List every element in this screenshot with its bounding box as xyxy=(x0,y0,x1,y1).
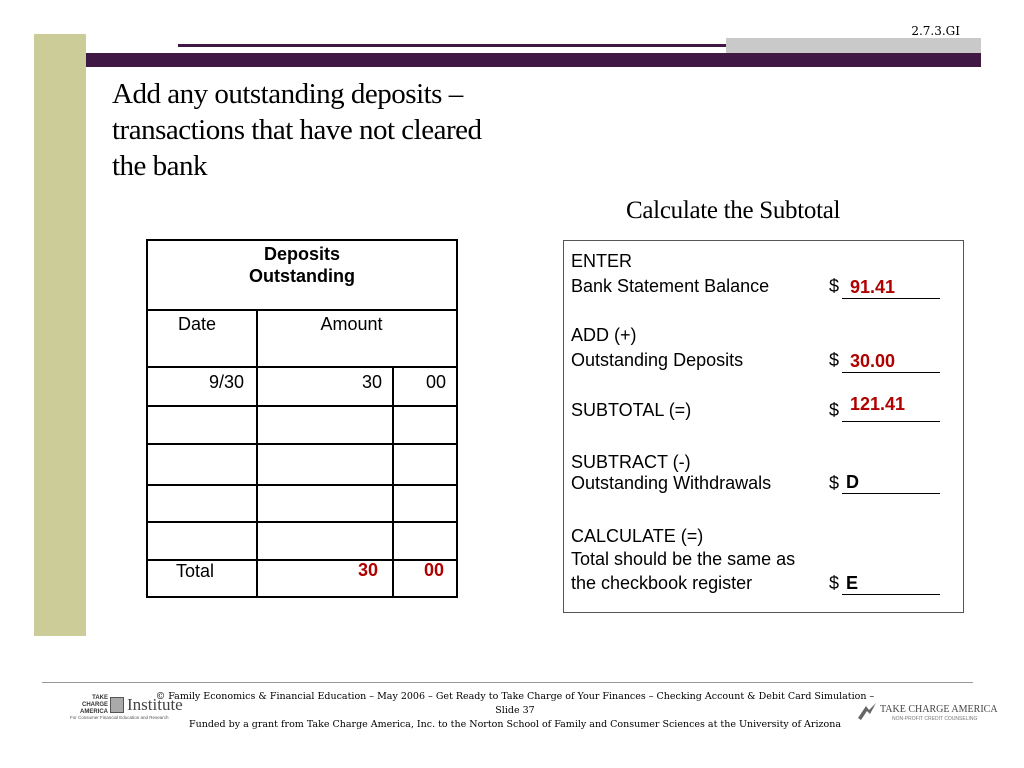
deposits-outstanding-table xyxy=(146,239,458,598)
row1-cents: 00 xyxy=(425,372,446,392)
grid-row-line xyxy=(148,484,456,486)
row1-dollars: 30 xyxy=(361,372,382,392)
total-field[interactable] xyxy=(842,572,940,595)
grid-row-line xyxy=(148,443,456,445)
subtotal-dollar: $ xyxy=(829,400,840,420)
total-label: Total xyxy=(176,561,215,581)
total-cents: 00 xyxy=(423,560,444,580)
bank-balance-field[interactable] xyxy=(842,276,940,299)
add-label: ADD (+) xyxy=(571,325,637,345)
subtotal-label: SUBTOTAL (=) xyxy=(571,400,692,420)
footer-line2: Funded by a grant from Take Charge America, Inc. to the Norton School of Family and Consumer Sciences at the University of Arizona xyxy=(188,719,841,730)
subtotal-value: 121.41 xyxy=(850,394,906,414)
top-gray-band xyxy=(726,38,981,53)
top-purple-band xyxy=(86,53,981,67)
tca-mark-icon xyxy=(856,700,878,722)
deposits-header-line2: Outstanding xyxy=(249,266,355,286)
row1-date: 9/30 xyxy=(208,372,244,392)
subtract-label: SUBTRACT (-) xyxy=(571,452,691,472)
logo-box-icon xyxy=(110,697,124,713)
left-accent-bar xyxy=(34,34,86,636)
total-dollars: 30 xyxy=(357,560,378,580)
logo-left-line1: TAKE xyxy=(92,695,108,701)
deposits-header-line1: Deposits xyxy=(263,244,341,264)
total-line2: the checkbook register xyxy=(571,573,753,593)
footer-divider xyxy=(42,682,973,683)
footer-credits xyxy=(150,690,880,732)
logo-left-institute: Institute xyxy=(127,695,183,714)
total-dollar: $ xyxy=(829,573,840,593)
bank-balance-dollar: $ xyxy=(829,276,840,296)
title-line2: transactions that have not cleared xyxy=(112,114,482,146)
amount-column-header: Amount xyxy=(257,311,456,368)
grid-vline-date xyxy=(256,311,258,598)
outstanding-withdrawals-dollar: $ xyxy=(829,473,840,493)
reconciliation-worksheet xyxy=(563,240,964,613)
logo-left-sub: For Consumer Financial Education and Research xyxy=(70,715,169,720)
slide-title xyxy=(112,76,632,184)
logo-right-tag: NON-PROFIT CREDIT COUNSELING xyxy=(892,716,978,722)
calculate-label: CALCULATE (=) xyxy=(571,526,704,546)
total-line1: Total should be the same as xyxy=(571,549,796,569)
title-part2: outstanding deposits – xyxy=(207,78,463,110)
title-line3: the bank xyxy=(112,150,208,182)
logo-left-line3: AMERICA xyxy=(80,709,108,715)
deposits-table-header xyxy=(148,241,456,311)
date-column-header: Date xyxy=(148,311,257,368)
outstanding-withdrawals-label: Outstanding Withdrawals xyxy=(571,473,772,493)
title-part1: Add any xyxy=(112,78,208,110)
outstanding-deposits-label: Outstanding Deposits xyxy=(571,350,744,370)
outstanding-deposits-field[interactable] xyxy=(842,350,940,373)
footer-line1: © Family Economics & Financial Education – May 2006 – Get Ready to Take Charge of Your Finances – Checking Account & Debit Card Simulation – Slide 37 xyxy=(155,691,875,716)
total-value: E xyxy=(846,573,859,593)
slide-number: 2.7.3.GI xyxy=(911,24,960,38)
top-thin-line xyxy=(178,44,726,47)
enter-label: ENTER xyxy=(571,251,633,271)
subtotal-heading: Calculate the Subtotal xyxy=(626,197,841,224)
logo-left-line2: CHARGE xyxy=(81,702,108,708)
subtotal-field[interactable] xyxy=(842,394,940,422)
grid-row-line xyxy=(148,521,456,523)
bank-balance-label: Bank Statement Balance xyxy=(571,276,770,296)
outstanding-withdrawals-field[interactable] xyxy=(842,471,940,494)
take-charge-america-logo xyxy=(856,700,998,724)
bank-balance-value: 91.41 xyxy=(850,277,896,297)
outstanding-deposits-dollar: $ xyxy=(829,350,840,370)
logo-right-name: TAKE CHARGE AMERICA xyxy=(880,704,998,715)
outstanding-deposits-value: 30.00 xyxy=(850,351,896,371)
outstanding-withdrawals-value: D xyxy=(846,472,859,492)
grid-row-line xyxy=(148,405,456,407)
